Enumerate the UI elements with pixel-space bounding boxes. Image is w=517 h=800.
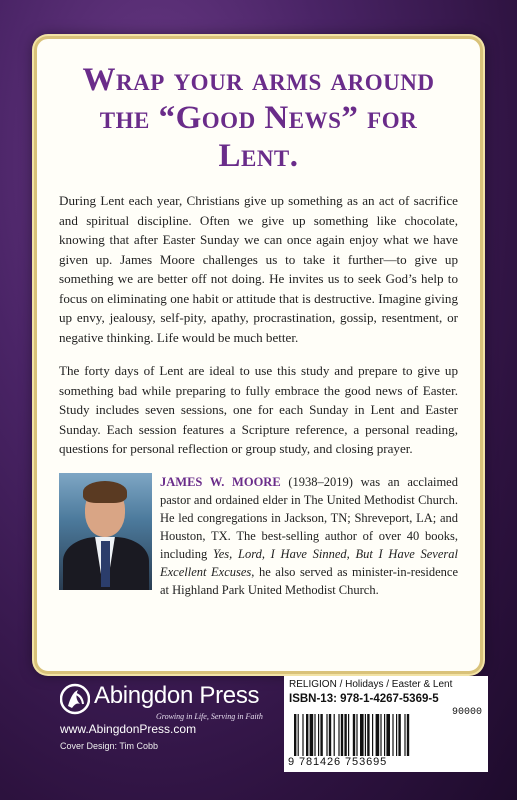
description-paragraph-1: During Lent each year, Christians give up something as an act of sacrifice and spiritual discipline. Often we give up something like chocolate, knowing that after Easter Sunday we can once again enjoy what we have given up. James Moore challenges us to take it further—to give up something we are better off not doing. He invites us to seek God’s help to focus on eliminating one habit or attitude that is destructive. Imagine giving up envy, jealousy, self-pity, apathy, procrastination, gossip, resentment, or negative thinking. Life would be much better. — [59, 193, 458, 345]
author-bio-part-2: , he also served as minister-in-residence at Highland Park United Methodist Church. — [160, 564, 458, 597]
category-label: RELIGION / Holidays / Easter & Lent — [289, 679, 453, 690]
cover-design-credit: Cover Design: Tim Cobb — [60, 741, 159, 751]
barcode-stripe — [320, 714, 322, 756]
author-section — [59, 473, 458, 599]
headline-line-1: Wrap your arms around — [82, 62, 435, 98]
barcode-stripe — [306, 714, 308, 756]
publisher-tagline: Growing in Life, Serving in Faith — [156, 712, 263, 721]
barcode-stripe — [367, 714, 369, 756]
barcode-stripe — [338, 714, 339, 756]
headline — [59, 61, 458, 175]
barcode-stripe — [386, 714, 390, 756]
barcode-stripe — [326, 714, 327, 756]
headline-line-2: the “Good News” for Lent. — [99, 100, 418, 174]
barcode-stripe — [344, 714, 346, 756]
barcode-box — [284, 676, 488, 772]
barcode-digits: 9 781426 753695 — [288, 756, 388, 768]
barcode-stripe — [392, 714, 393, 756]
barcode-stripe — [341, 714, 343, 756]
publisher-website: www.AbingdonPress.com — [60, 722, 197, 736]
barcode-stripe — [302, 714, 303, 756]
author-bio-part-1: (1938–2019) was an acclaimed pastor and ordained elder in The United Methodist Church. He led congregations in Jackson, TN; Shreveport, LA; and Houston, TX. The best-selling author of over 40 books, including — [160, 474, 458, 561]
barcode-stripe — [407, 714, 409, 756]
barcode-stripe — [365, 714, 366, 756]
description-paragraph-2: The forty days of Lent are ideal to use this study and prepare to give up something bad while preparing to fully embrace the good news of Easter. Study includes seven sessions, one for each Sunday in Lent and Easter Sunday. Each session features a Scripture reference, a personal reading, questions for personal reflection or group study, and closing prayer. — [59, 363, 458, 456]
barcode-stripe — [310, 714, 314, 756]
isbn-label: ISBN-13: 978-1-4267-5369-5 — [289, 693, 439, 705]
publisher-logo — [60, 680, 270, 720]
author-name: JAMES W. MOORE — [160, 474, 281, 489]
barcode-stripe — [398, 714, 400, 756]
barcode-stripe — [353, 714, 355, 756]
barcode-stripe — [376, 714, 380, 756]
abingdon-logo-icon — [60, 682, 90, 716]
author-photo — [59, 473, 152, 590]
barcode-stripe — [348, 714, 349, 756]
barcode-stripe — [360, 714, 364, 756]
barcode-stripe — [314, 714, 315, 756]
barcode-stripe — [318, 714, 319, 756]
barcode-stripe — [384, 714, 385, 756]
author-bio — [160, 473, 458, 599]
barcode-stripe — [294, 714, 296, 756]
barcode-stripe — [298, 714, 299, 756]
price-code: 90000 — [451, 707, 482, 718]
publisher-name: Abingdon Press — [94, 682, 260, 709]
barcode-stripe — [356, 714, 357, 756]
barcode-stripe — [380, 714, 381, 756]
barcode-stripe — [372, 714, 373, 756]
barcode-stripe — [404, 714, 405, 756]
barcode-stripe — [334, 714, 335, 756]
barcode-bars — [294, 714, 480, 756]
barcode-stripe — [396, 714, 397, 756]
barcode-stripe — [329, 714, 331, 756]
back-cover-panel — [34, 36, 483, 674]
author-book-title: Yes, Lord, I Have Sinned, But I Have Several Excellent Excuses — [160, 546, 458, 579]
